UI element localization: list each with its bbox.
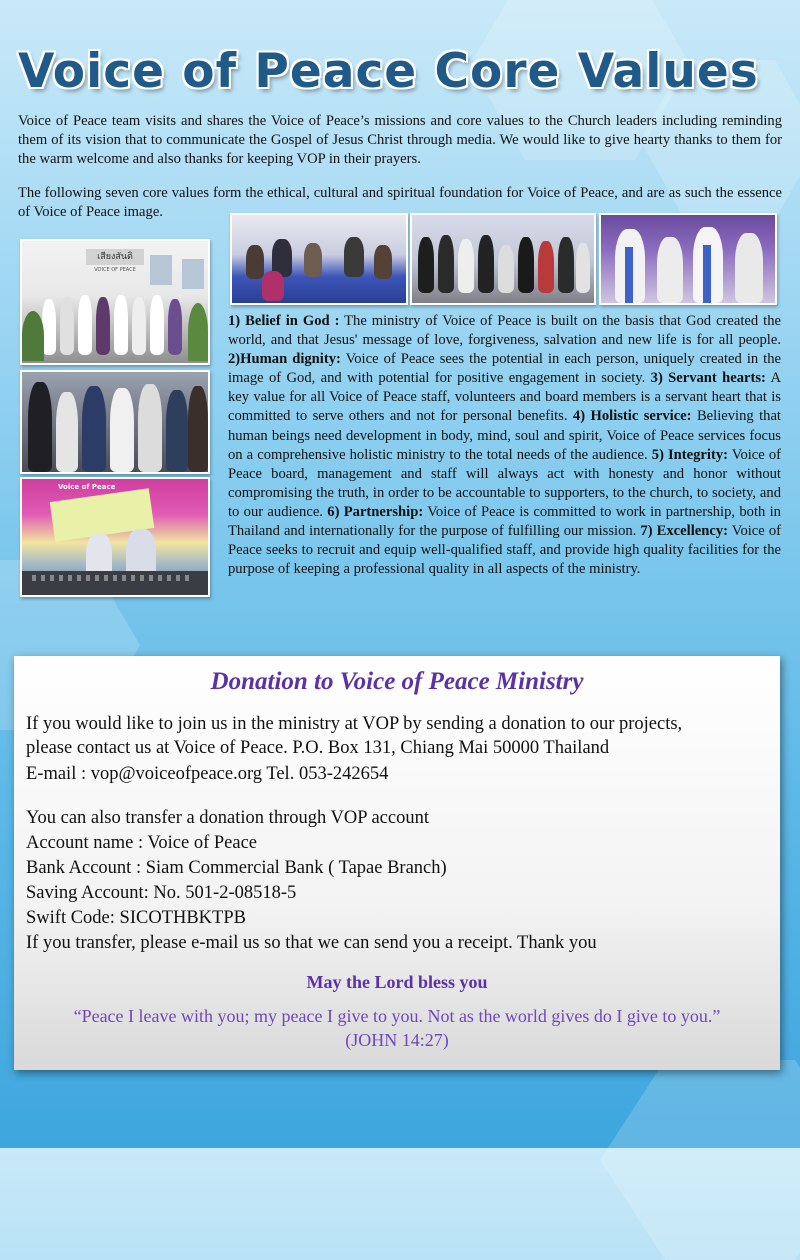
core-value-text: Voice of Peace board, management and staff will always act with honesty and honor without compromising the truth, in order to be accountable to supporters, to the church, to society, and to our audience. <box>228 446 781 520</box>
photo-group-indoor <box>410 213 596 305</box>
donation-line: If you transfer, please e-mail us so that we can send you a receipt. Thank you <box>26 933 597 953</box>
building-sign: เสียงสันติ <box>86 249 144 265</box>
core-value-text: Voice of Peace is committed to work in partnership, both in Thailand and internationally for the purpose of fulfilling our mission. <box>228 503 781 540</box>
photo-meeting-table <box>230 213 408 305</box>
swift-code: Swift Code: SICOTHBKTPB <box>26 908 246 928</box>
donation-contact-line: E-mail : vop@voiceofpeace.org Tel. 053-242654 <box>26 764 389 784</box>
intro-paragraph: Voice of Peace team visits and shares the Voice of Peace’s missions and core values to the Church leaders including reminding them of its vision that to communicate the Gospel of Jesus Christ through media. We would like to give hearty thanks to them for the warm welcome and also thanks for keeping VOP in their prayers. <box>18 113 782 167</box>
core-value-label: 3) Servant hearts: <box>650 370 766 387</box>
core-value-label: 4) Holistic service: <box>572 408 692 425</box>
core-value-label: 5) Integrity: <box>651 446 728 463</box>
photo-building-group <box>20 239 210 365</box>
core-value-label: 7) Excellency: <box>640 523 728 540</box>
donation-line: You can also transfer a donation through VOP account <box>26 808 429 828</box>
core-value-text: The ministry of Voice of Peace is built on the basis that God created the world, and that Jesus' message of love, forgiveness, salvation and new life is for all people. <box>228 313 781 349</box>
scripture-reference: (JOHN 14:27) <box>345 1030 449 1050</box>
core-value-label: 1) Belief in God : <box>228 313 340 329</box>
scripture-quote-text: “Peace I leave with you; my peace I give to you. Not as the world gives do I give to you.” <box>73 1006 721 1026</box>
photo-radio-studio <box>20 477 210 597</box>
background-hexagon <box>600 1060 800 1260</box>
core-value-text: Believing that human beings need development in body, mind, soul and spirit, Voice of Peace services focus on a comprehensive holistic ministry to the total needs of the audience. <box>228 408 781 463</box>
donation-line: If you would like to join us in the ministry at VOP by sending a donation to our projects, <box>26 714 683 734</box>
scripture-quote <box>14 1004 780 1052</box>
account-name: Account name : Voice of Peace <box>26 833 257 853</box>
building-plaque: VOICE OF PEACE <box>94 267 136 273</box>
page-title: Voice of Peace Core Values <box>18 44 759 99</box>
donation-title: Donation to Voice of Peace Ministry <box>210 668 584 695</box>
donation-line: please contact us at Voice of Peace. P.O. Box 131, Chiang Mai 50000 Thailand <box>26 738 610 758</box>
core-value-label: 2)Human dignity: <box>228 351 341 368</box>
intro-paragraph-core-values: The following seven core values form the ethical, cultural and spiritual foundation for Voice of Peace, and are as such the essence of Voice of Peace image. <box>18 185 782 220</box>
core-value-label: 6) Partnership: <box>327 503 424 520</box>
studio-banner: Voice of Peace <box>58 483 116 491</box>
photo-clergy-stoles <box>599 213 777 305</box>
core-value-text: A key value for all Voice of Peace staff, volunteers and board members is a servant heart that is committed to serve others and not for personal benefits. <box>228 370 781 425</box>
core-value-text: Voice of Peace sees the potential in each person, uniquely created in the image of God, and with potential for positive engagement in society. <box>228 351 781 387</box>
donation-box <box>14 656 780 1070</box>
photo-group-holding-items <box>20 370 210 474</box>
saving-account: Saving Account: No. 501-2-08518-5 <box>26 883 297 903</box>
core-values-text <box>228 312 781 579</box>
core-value-text: Voice of Peace seeks to recruit and equip well-qualified staff, and provide high quality facilities for the purpose of keeping a professional quality in all aspects of the ministry. <box>228 523 781 578</box>
bank-account: Bank Account : Siam Commercial Bank ( Tapae Branch) <box>26 858 447 878</box>
blessing-text: May the Lord bless you <box>306 972 488 992</box>
